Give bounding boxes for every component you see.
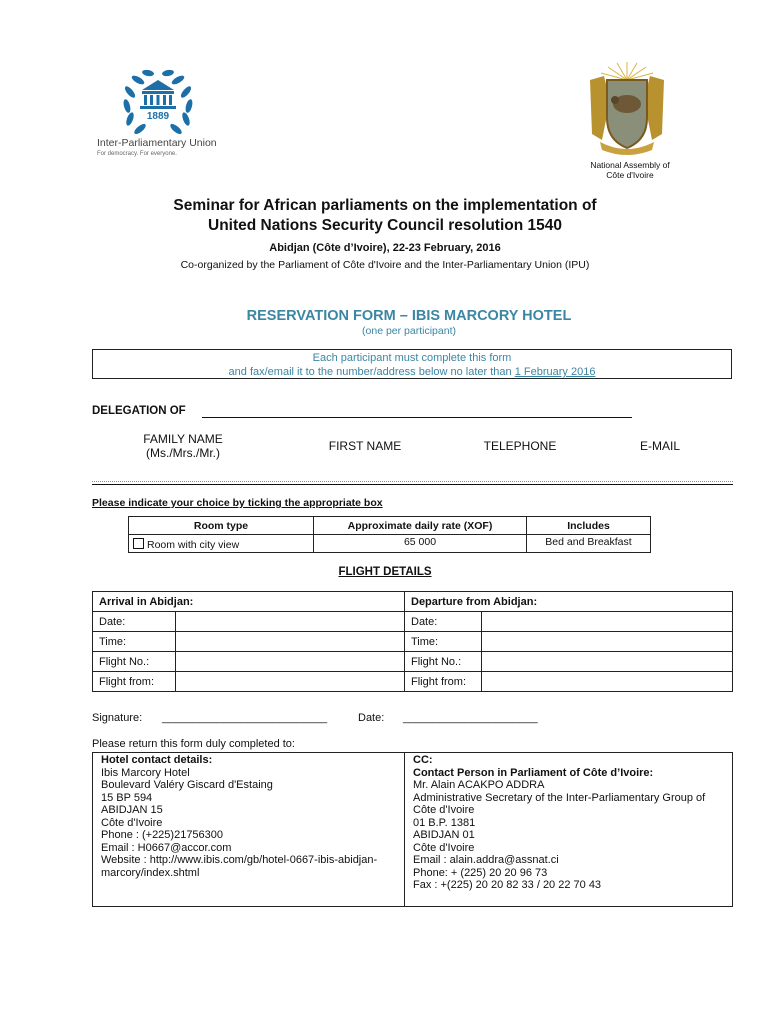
table-row (93, 632, 733, 652)
room-checkbox[interactable] (133, 538, 144, 549)
hotel-email: Email : H0667@accor.com (101, 841, 232, 854)
hotel-website-2: marcory/index.shtml (101, 866, 200, 879)
ipu-logo (118, 66, 198, 140)
contacts-table (92, 752, 733, 907)
room-includes-header: Includes (527, 517, 651, 535)
ipu-tagline: For democracy. For everyone. (97, 151, 177, 157)
ipu-name: Inter-Parliamentary Union (97, 137, 217, 149)
notice-deadline: 1 February 2016 (514, 366, 596, 378)
national-assembly-caption (560, 160, 700, 180)
signature-line[interactable]: ___________________________ (162, 712, 328, 724)
arrival-header: Arrival in Abidjan: (93, 592, 405, 612)
cc-email: Email : alain.addra@assnat.ci (413, 854, 559, 866)
coorganizers: Co-organized by the Parliament of Côte d'Ivoire and the Inter-Parliamentary Union (IPU) (180, 259, 590, 271)
flight-table (92, 591, 733, 692)
departure-header: Departure from Abidjan: (405, 592, 733, 612)
hotel-name: Ibis Marcory Hotel (101, 766, 190, 779)
cc-contact-title: Administrative Secretary of the Inter-Parliamentary Group of (413, 791, 706, 804)
table-row (93, 652, 733, 672)
col-email: E-MAIL (639, 439, 680, 453)
notice-line1: Each participant must complete this form (312, 352, 512, 364)
arrival-flight-from-field[interactable] (176, 672, 405, 692)
cc-city: ABIDJAN 01 (413, 829, 475, 841)
seminar-title-line1: Seminar for African parliaments on the implementation of (173, 197, 597, 214)
ipu-logo-year: 1889 (146, 111, 170, 122)
table-row (93, 672, 733, 692)
col-family-name (108, 432, 258, 460)
table-row (129, 535, 651, 553)
room-rate-value: 65 000 (314, 535, 527, 553)
hotel-phone: Phone : (+225)21756300 (101, 829, 224, 841)
arrival-date-field[interactable] (176, 612, 405, 632)
cc-fax: Fax : +(225) 20 20 82 33 / 20 22 70 43 (413, 879, 602, 891)
delegation-label: DELEGATION OF (92, 405, 186, 417)
hotel-street: Boulevard Valéry Giscard d'Estaing (101, 779, 273, 791)
date-label: Date: (358, 712, 385, 724)
hotel-contact-heading: Hotel contact details: (101, 754, 213, 766)
date-line[interactable]: ______________________ (403, 712, 538, 724)
room-includes-value: Bed and Breakfast (527, 535, 651, 553)
col-first-name: FIRST NAME (328, 439, 402, 453)
cc-phone: Phone: + (225) 20 20 96 73 (413, 866, 548, 879)
na-caption-line1: National Assembly of (590, 160, 670, 170)
cc-contact-heading: Contact Person in Parliament of Côte d’Ivoire: (413, 766, 654, 779)
place-date: Abidjan (Côte d’Ivoire), 22-23 February, 2016 (269, 242, 501, 254)
hotel-website-1: Website : http://www.ibis.com/gb/hotel-0667-ibis-abidjan- (101, 854, 378, 866)
flight-details-title: FLIGHT DETAILS (338, 566, 432, 578)
deadline-notice (92, 349, 732, 379)
col-family-name-line1: FAMILY NAME (143, 432, 223, 446)
arrival-time-field[interactable] (176, 632, 405, 652)
arrival-flight-from-label: Flight from: (93, 672, 176, 692)
cc-contact-title-2: Côte d'Ivoire (413, 804, 475, 816)
departure-date-label: Date: (405, 612, 482, 632)
col-family-name-line2: (Ms./Mrs./Mr.) (146, 446, 220, 460)
signature-label: Signature: (92, 712, 143, 724)
table-row (93, 612, 733, 632)
room-type-value: Room with city view (147, 539, 240, 551)
hotel-contact-cell (93, 753, 405, 907)
cc-heading: CC: (413, 754, 433, 766)
cc-contact-cell (405, 753, 733, 907)
departure-date-field[interactable] (482, 612, 733, 632)
room-choice-instruction: Please indicate your choice by ticking the appropriate box (92, 497, 383, 509)
notice-line2 (93, 365, 731, 379)
room-rate-header: Approximate daily rate (XOF) (314, 517, 527, 535)
departure-time-field[interactable] (482, 632, 733, 652)
cc-bp: 01 B.P. 1381 (413, 816, 476, 829)
notice-line2-text: and fax/email it to the number/address below no later than (228, 366, 515, 378)
arrival-flight-no-label: Flight No.: (93, 652, 176, 672)
national-assembly-crest (582, 60, 672, 158)
col-telephone: TELEPHONE (483, 439, 557, 453)
delegation-entry-line[interactable] (92, 484, 733, 485)
departure-time-label: Time: (405, 632, 482, 652)
hotel-country: Côte d'Ivoire (101, 816, 163, 829)
na-caption-line2: Côte d'Ivoire (606, 170, 654, 180)
departure-flight-no-field[interactable] (482, 652, 733, 672)
arrival-date-label: Date: (93, 612, 176, 632)
reservation-title: RESERVATION FORM – IBIS MARCORY HOTEL (246, 308, 572, 324)
delegation-input-line[interactable] (202, 417, 632, 418)
return-instruction: Please return this form duly completed to: (92, 738, 295, 750)
seminar-title (0, 196, 770, 236)
hotel-city: ABIDJAN 15 (101, 804, 163, 816)
departure-flight-no-label: Flight No.: (405, 652, 482, 672)
departure-flight-from-label: Flight from: (405, 672, 482, 692)
hotel-bp: 15 BP 594 (101, 791, 153, 804)
room-type-header: Room type (129, 517, 314, 535)
cc-country: Côte d'Ivoire (413, 841, 475, 854)
arrival-time-label: Time: (93, 632, 176, 652)
arrival-flight-no-field[interactable] (176, 652, 405, 672)
room-table (128, 516, 651, 553)
reservation-subtitle: (one per participant) (362, 325, 456, 337)
departure-flight-from-field[interactable] (482, 672, 733, 692)
cc-contact-name: Mr. Alain ACAKPO ADDRA (413, 779, 545, 791)
room-type-cell (129, 535, 314, 553)
delegation-dotted-line (92, 481, 733, 482)
seminar-title-line2: United Nations Security Council resolution 1540 (208, 217, 562, 234)
